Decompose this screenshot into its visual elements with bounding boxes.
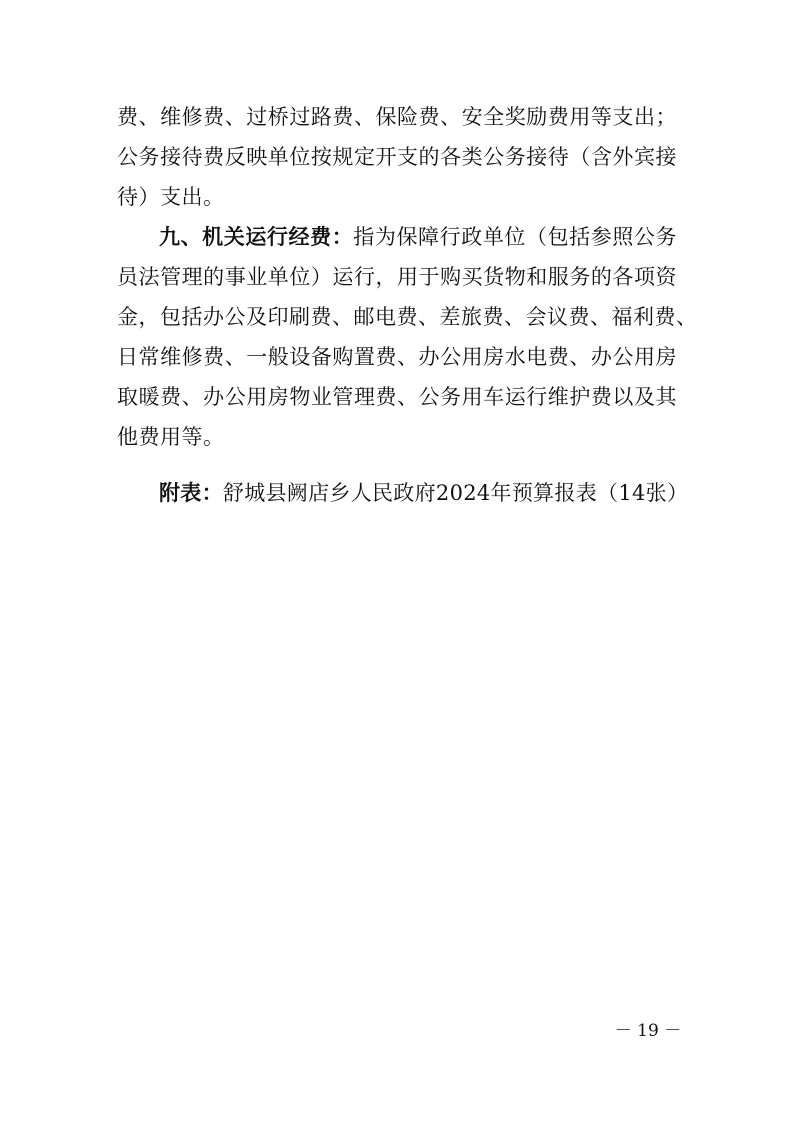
section-9-first-line xyxy=(159,222,677,252)
paragraph-line: 公务接待费反映单位按规定开支的各类公务接待（含外宾接 xyxy=(117,145,677,169)
section-9-heading: 九、机关运行经费： xyxy=(159,224,354,249)
paragraph-line: 取暖费、办公用房物业管理费、公务用车运行维护费以及其 xyxy=(117,385,677,409)
paragraph-line: 他费用等。 xyxy=(117,425,225,449)
paragraph-line: 员法管理的事业单位）运行，用于购买货物和服务的各项资 xyxy=(117,265,677,289)
attachment-text: 舒城县阙店乡人民政府2024年预算报表（14张） xyxy=(222,481,689,505)
paragraph-line: 待）支出。 xyxy=(117,185,225,209)
attachment-line xyxy=(159,478,688,508)
paragraph-line: 日常维修费、一般设备购置费、办公用房水电费、办公用房 xyxy=(117,345,677,369)
section-9-text: 指为保障行政单位（包括参照公务 xyxy=(353,225,678,249)
paragraph-line: 费、维修费、过桥过路费、保险费、安全奖励费用等支出； xyxy=(117,105,677,129)
attachment-label: 附表： xyxy=(159,480,223,505)
paragraph-line: 金，包括办公及印刷费、邮电费、差旅费、会议费、福利费、 xyxy=(117,305,698,329)
page-number: － 19 － xyxy=(614,1021,682,1041)
